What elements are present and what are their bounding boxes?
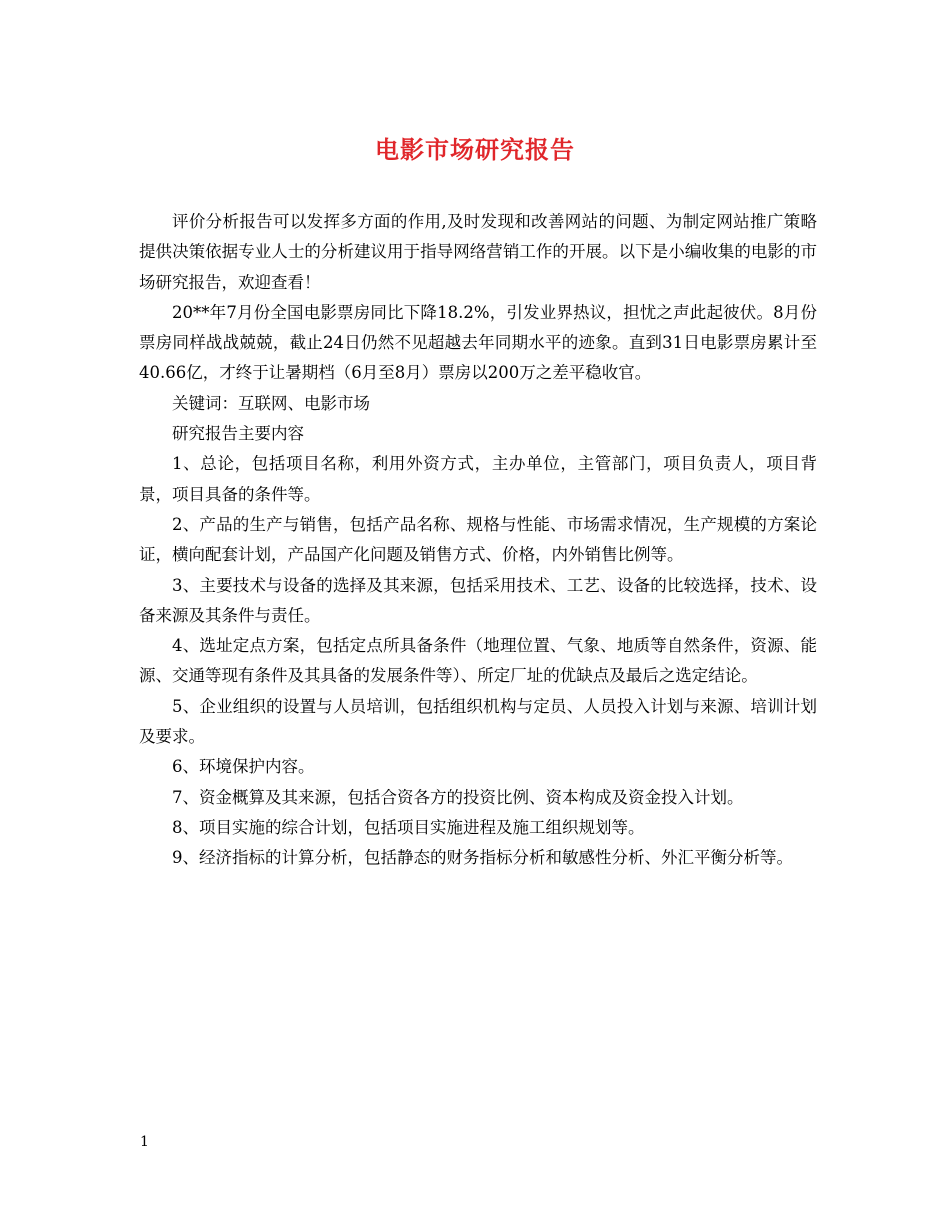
page-number: 1 [140,1134,149,1150]
paragraph-item-3: 3、主要技术与设备的选择及其来源，包括采用技术、工艺、设备的比较选择，技术、设备来源及其条件与责任。 [139,575,817,625]
paragraph-contents-heading: 研究报告主要内容 [172,424,304,444]
paragraph-item-6: 6、环境保护内容。 [172,757,315,777]
paragraph-item-2: 2、产品的生产与销售，包括产品名称、规格与性能、市场需求情况，生产规模的方案论证，横向配套计划，产品国产化问题及销售方式、价格，内外销售比例等。 [139,514,817,565]
paragraph-intro: 评价分析报告可以发挥多方面的作用,及时发现和改善网站的问题、为制定网站推广策略提供决策依据专业人士的分析建议用于指导网络营销工作的开展。以下是小编收集的电影的市场研究报告，欢迎查看！ [139,212,817,292]
paragraph-item-5: 5、企业组织的设置与人员培训，包括组织机构与定员、人员投入计划与来源、培训计划及要求。 [139,696,817,747]
paragraph-item-7: 7、资金概算及其来源，包括合资各方的投资比例、资本构成及资金投入计划。 [172,787,744,807]
document-body [139,207,817,874]
paragraph-item-8: 8、项目实施的综合计划，包括项目实施进程及施工组织规划等。 [172,817,645,837]
paragraph-item-4: 4、选址定点方案，包括定点所具备条件（地理位置、气象、地质等自然条件，资源、能源、交通等现有条件及其具备的发展条件等）、所定厂址的优缺点及最后之选定结论。 [139,636,817,686]
paragraph-box-office: 20**年7月份全国电影票房同比下降18.2%，引发业界热议，担忧之声此起彼伏。8月份票房同样战战兢兢，截止24日仍然不见超越去年同期水平的迹象。直到31日电影票房累计至40.66亿，才终于让暑期档（6月至8月）票房以200万之差平稳收官。 [139,302,817,383]
document-title: 电影市场研究报告 [375,135,575,164]
paragraph-item-9: 9、经济指标的计算分析，包括静态的财务指标分析和敏感性分析、外汇平衡分析等。 [172,848,793,868]
paragraph-item-1: 1、总论，包括项目名称，利用外资方式，主办单位，主管部门，项目负责人，项目背景，项目具备的条件等。 [139,454,817,504]
paragraph-keywords: 关键词：互联网、电影市场 [172,393,370,413]
